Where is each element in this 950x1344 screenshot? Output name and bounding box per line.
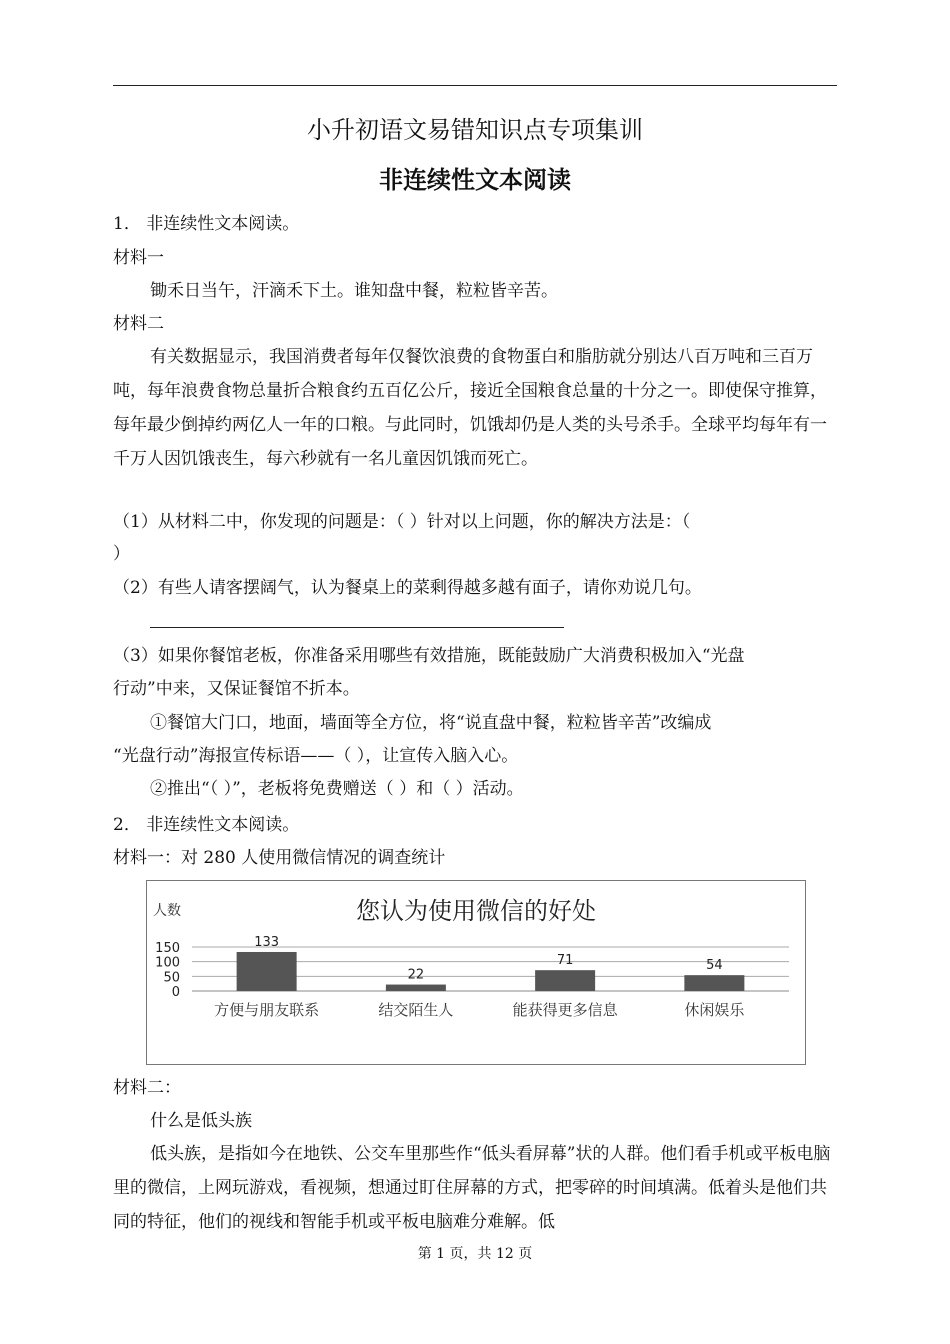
bar-chart-svg (147, 881, 805, 1064)
q1-sub3-line1: （3）如果你餐馆老板，你准备采用哪些有效措施，既能鼓励广大消费积极加入“光盘 (113, 646, 745, 666)
q1-material2-text: 有关数据显示，我国消费者每年仅餐饮浪费的食物蛋白和脂肪就分别达八百万吨和三百万吨，每年浪费食物总量折合粮食约五百亿公斤，接近全国粮食总量的十分之一。即使保守推算，每年最少倒掉约两亿人一年的口粮。与此同时，饥饿却仍是人类的头号杀手。全球平均每年有一千万人因饥饿丧生，每六秒就有一名儿童因饥饿而死亡。 (113, 347, 827, 469)
bar-chart (146, 880, 806, 1065)
chart-data-label: 71 (556, 953, 574, 969)
q2-material1-label: 材料一：对 280 人使用微信情况的调查统计 (113, 848, 446, 868)
document-title: 小升初语文易错知识点专项集训 (307, 116, 643, 144)
q1-material2-label: 材料二 (113, 314, 164, 334)
q1-item1-line2: “光盘行动”海报宣传标语——（ ），让宣传入脑入心。 (113, 746, 519, 766)
chart-bar (535, 970, 595, 991)
chart-y-tick-label: 0 (171, 985, 180, 1000)
chart-category-label: 结交陌生人 (378, 1001, 454, 1019)
page-footer: 第 1 页，共 12 页 (417, 1246, 533, 1262)
q2-material2-text: 低头族，是指如今在地铁、公交车里那些作“低头看屏幕”状的人群。他们看手机或平板电脑里的微信，上网玩游戏，看视频，想通过盯住屏幕的方式，把零碎的时间填满。低着头是他们共同的特征，他们的视线和智能手机或平板电脑难分难解。低 (113, 1144, 831, 1232)
chart-data-label: 133 (254, 934, 280, 950)
chart-bar (386, 985, 446, 991)
chart-category-label: 能获得更多信息 (512, 1001, 618, 1019)
chart-y-axis-label: 人数 (153, 903, 181, 919)
q1-sub3-line2: 行动”中来，又保证餐馆不折本。 (113, 679, 360, 699)
chart-data-label: 22 (407, 967, 425, 983)
q1-heading: 1． 非连续性文本阅读。 (113, 214, 300, 234)
chart-y-tick-label: 150 (155, 941, 180, 956)
chart-category-label: 休闲娱乐 (684, 1001, 745, 1019)
chart-y-tick-label: 100 (155, 955, 180, 971)
q2-heading: 2． 非连续性文本阅读。 (113, 815, 300, 835)
q1-item2: ②推出“（ ）”，老板将免费赠送（ ）和（ ）活动。 (150, 779, 524, 799)
q1-material1-label: 材料一 (113, 248, 164, 268)
q1-material1-poem: 锄禾日当午，汗滴禾下土。谁知盘中餐，粒粒皆辛苦。 (150, 281, 558, 301)
q1-sub1-line2: ） (113, 544, 130, 564)
document-subtitle: 非连续性文本阅读 (379, 166, 571, 194)
answer-blank-line (150, 627, 564, 628)
chart-category-label: 方便与朋友联系 (214, 1001, 320, 1019)
q1-item1-line1: ①餐馆大门口，地面，墙面等全方位，将“说直盘中餐，粒粒皆辛苦”改编成 (150, 713, 712, 733)
q1-sub1-line1: （1）从材料二中，你发现的问题是：（ ）针对以上问题，你的解决方法是：（ (113, 512, 691, 532)
chart-title: 您认为使用微信的好处 (356, 897, 596, 925)
chart-y-tick-label: 50 (163, 970, 180, 986)
chart-bar (684, 975, 744, 991)
header-rule (113, 85, 837, 86)
q1-sub2: （2）有些人请客摆阔气，认为餐桌上的菜剩得越多越有面子，请你劝说几句。 (113, 578, 702, 598)
chart-bar (237, 952, 297, 991)
q2-material2-label: 材料二： (113, 1078, 181, 1098)
chart-data-label: 54 (706, 958, 723, 974)
q2-material2-title: 什么是低头族 (150, 1111, 252, 1131)
